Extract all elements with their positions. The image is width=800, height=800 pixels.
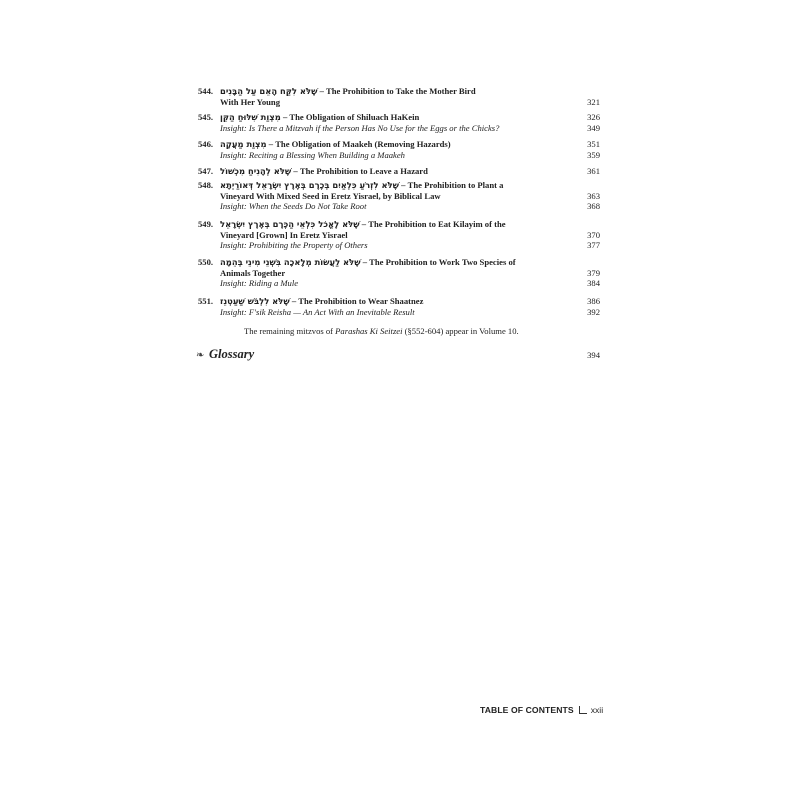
entry-title: – The Prohibition to Eat Kilayim of the xyxy=(359,219,506,229)
insight-title: Insight: Reciting a Blessing When Building a Maakeh xyxy=(220,149,405,160)
volume-note-text: The remaining mitzvos of xyxy=(244,326,336,336)
glossary-label: Glossary xyxy=(209,347,255,361)
running-footer xyxy=(480,705,603,715)
entry-title: – The Prohibition to Wear Shaatnez xyxy=(289,296,424,306)
ornament-leaf-icon: ❧ xyxy=(196,350,205,361)
insight-title: Insight: F'sik Reisha — An Act With an Inevitable Result xyxy=(220,306,415,317)
glossary-page-number: 394 xyxy=(587,350,600,360)
entry-title-continued: With Her Young xyxy=(220,96,281,107)
toc-entry-551 xyxy=(198,296,608,317)
mitzvah-number: 551. xyxy=(198,296,214,306)
hebrew-title: שֶׁלֹּא לֶאֱכֹל כִּלְאֵי הַכֶּרֶם בְּאֶרֶץ יִשְׂרָאֵל xyxy=(220,219,360,229)
footer-label: TABLE OF CONTENTS xyxy=(480,705,574,715)
glossary-entry xyxy=(196,348,608,362)
volume-note-text-end: (§552-604) appear in Volume 10. xyxy=(402,326,519,336)
toc-entry-545 xyxy=(198,112,608,133)
hebrew-title: שֶׁלֹּא לַעֲשׂוֹת מְלָאכָה בִּשְׁנֵי מִינֵי בְּהֵמָה xyxy=(220,257,361,267)
entry-title: – The Prohibition to Plant a xyxy=(399,180,504,190)
hebrew-title: שֶׁלֹּא לְהָנִיחַ מִכְשׁוֹל xyxy=(220,166,292,176)
square-ornament-icon xyxy=(579,706,587,714)
insight-page-number: 368 xyxy=(587,201,600,212)
page-number: 363 xyxy=(587,190,600,201)
footer-page-number: xxii xyxy=(590,705,604,715)
insight-page-number: 377 xyxy=(587,240,600,251)
page-number: 351 xyxy=(587,139,600,149)
page-number: 361 xyxy=(587,166,600,176)
mitzvah-number: 547. xyxy=(198,166,214,176)
page-number: 370 xyxy=(587,229,600,240)
entry-title: – The Prohibition to Leave a Hazard xyxy=(291,166,428,176)
volume-note xyxy=(244,326,519,337)
hebrew-title: מִצְוַת שִׁלּוּחַ הַקֵּן xyxy=(220,112,281,122)
volume-note-parasha: Parashas Ki Seitzei xyxy=(335,326,403,336)
insight-page-number: 349 xyxy=(587,122,600,133)
insight-page-number: 392 xyxy=(587,306,600,317)
toc-entry-550 xyxy=(198,257,608,289)
hebrew-title: מִצְוַת מַעֲקֶה xyxy=(220,139,267,149)
entry-title: – The Obligation of Shiluach HaKein xyxy=(280,112,420,122)
mitzvah-number: 549. xyxy=(198,219,214,229)
mitzvah-number: 544. xyxy=(198,86,214,96)
hebrew-title: שֶׁלֹּא לִזְרֹעַ כִּלְאַיִם בְּכֶרֶם בְּאֶרֶץ יִשְׂרָאֵל דְּאוֹרַיְתָא xyxy=(220,180,399,190)
insight-title: Insight: Riding a Mule xyxy=(220,278,299,289)
mitzvah-number: 550. xyxy=(198,257,214,267)
page-number: 379 xyxy=(587,267,600,278)
entry-title: – The Prohibition to Work Two Species of xyxy=(360,257,516,267)
toc-entry-549 xyxy=(198,219,608,251)
toc-entry-547 xyxy=(198,166,608,177)
entry-title: – The Obligation of Maakeh (Removing Hazards) xyxy=(266,139,451,149)
mitzvah-number: 546. xyxy=(198,139,214,149)
entry-title-continued: Vineyard With Mixed Seed in Eretz Yisrael, by Biblical Law xyxy=(220,190,441,201)
hebrew-title: שֶׁלֹּא לִלְבֹּשׁ שַׁעַטְנֵז xyxy=(220,296,290,306)
entry-title-continued: Vineyard [Grown] In Eretz Yisrael xyxy=(220,229,348,240)
entry-title-continued: Animals Together xyxy=(220,267,286,278)
toc-entry-544 xyxy=(198,86,608,107)
page-number: 386 xyxy=(587,296,600,306)
page-number: 326 xyxy=(587,112,600,122)
insight-page-number: 384 xyxy=(587,278,600,289)
toc-entry-546 xyxy=(198,139,608,160)
insight-title: Insight: Prohibiting the Property of Others xyxy=(220,240,368,251)
mitzvah-number: 548. xyxy=(198,180,214,190)
mitzvah-number: 545. xyxy=(198,112,214,122)
hebrew-title: שֶׁלֹּא לִקַּח הָאֵם עַל הַבָּנִים xyxy=(220,86,318,96)
toc-entry-548 xyxy=(198,180,608,212)
insight-page-number: 359 xyxy=(587,149,600,160)
entry-title: – The Prohibition to Take the Mother Bird xyxy=(317,86,476,96)
page-number: 321 xyxy=(587,96,600,107)
insight-title: Insight: Is There a Mitzvah if the Person Has No Use for the Eggs or the Chicks? xyxy=(220,122,500,133)
insight-title: Insight: When the Seeds Do Not Take Root xyxy=(220,201,367,212)
